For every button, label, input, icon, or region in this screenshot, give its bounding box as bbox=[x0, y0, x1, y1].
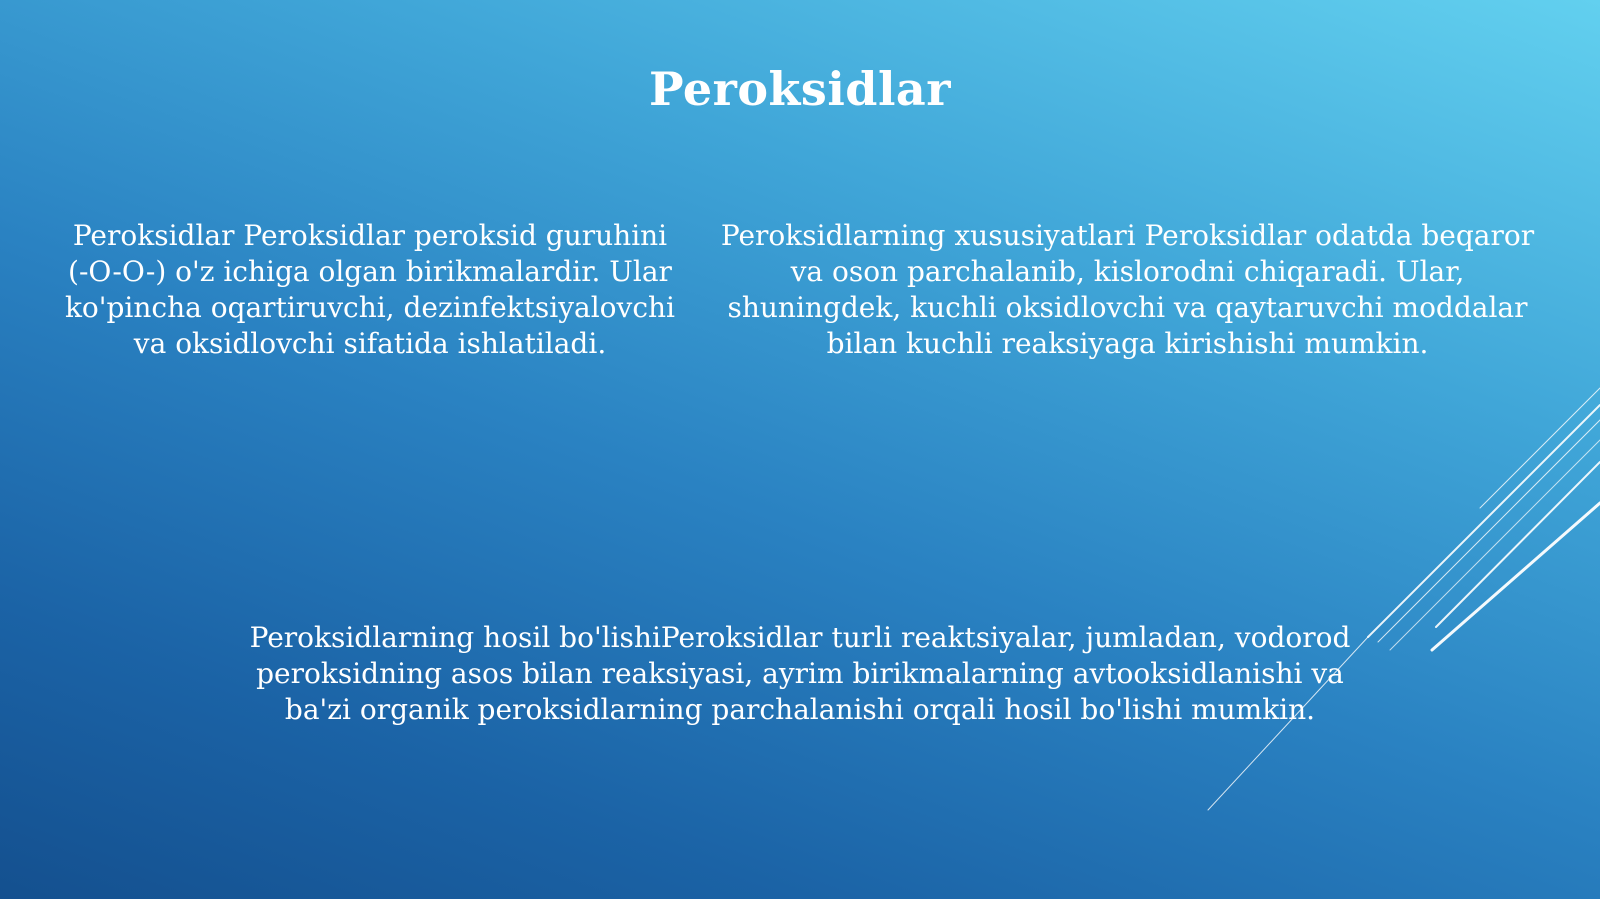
deco-line bbox=[1436, 462, 1600, 627]
deco-line bbox=[1368, 405, 1600, 637]
slide-title: Peroksidlar bbox=[649, 62, 951, 116]
deco-line bbox=[1378, 420, 1600, 642]
content-block-formation: Peroksidlarning hosil bo'lishiPeroksidlar turli reaktsiyalar, jumladan, vodorod peroksidning asos bilan reaksiyasi, ayrim birikmalarning avtooksidlanishi va ba'zi organik peroksidlarning parchalanishi orqali hosil bo'lishi mumkin. bbox=[249, 621, 1351, 726]
deco-line bbox=[1432, 503, 1600, 650]
content-block-definition: Peroksidlar Peroksidlar peroksid guruhini (-O-O-) o'z ichiga olgan birikmalardir. Ular ko'pincha oqartiruvchi, dezinfektsiyalovchi va oksidlovchi sifatida ishlatiladi. bbox=[64, 219, 676, 360]
content-block-properties: Peroksidlarning xususiyatlari Peroksidlar odatda beqaror va oson parchalanib, kislorodni chiqaradi. Ular, shuningdek, kuchli oksidlovchi va qaytaruvchi moddalar bilan kuchli reaksiyaga kirishishi mumkin. bbox=[720, 219, 1535, 360]
deco-line bbox=[1480, 388, 1600, 508]
deco-line bbox=[1390, 440, 1600, 650]
